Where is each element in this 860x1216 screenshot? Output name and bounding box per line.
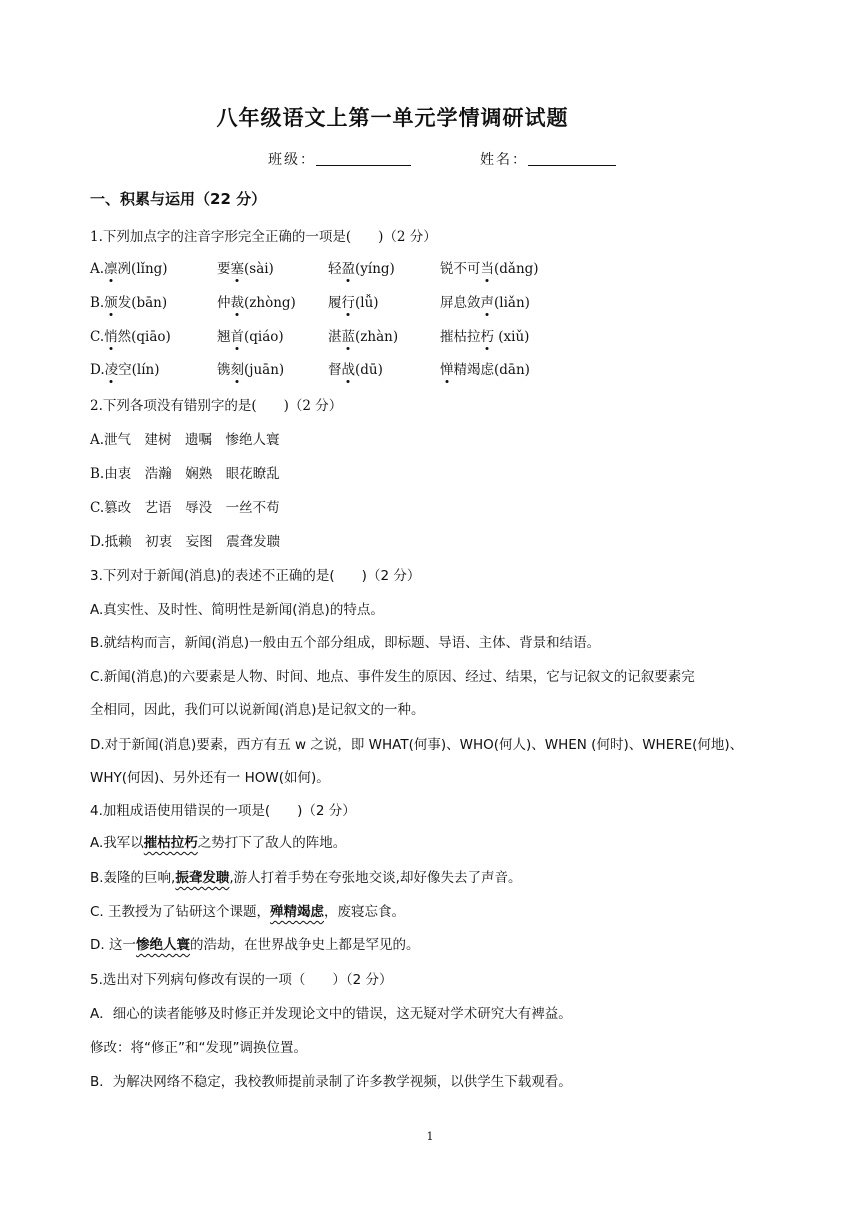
class-blank[interactable] [316, 151, 411, 166]
q4-idiom-a: 摧枯拉朽 [143, 835, 198, 851]
q2-option-a: A.泄气 建树 遗嘱 惨绝人寰 [90, 432, 280, 448]
q4-option-a: A.我军以摧枯拉朽之势打下了敌人的阵地。 [90, 835, 347, 851]
class-field [268, 149, 411, 169]
q1-stem: 1.下列加点字的注音字形完全正确的一项是( )（2 分） [90, 229, 437, 245]
q5-option-a: A．细心的读者能够及时修正并发现论文中的错误，这无疑对学术研究大有裨益。 [90, 1006, 572, 1022]
q2-option-c: C.篡改 艺语 辱没 一丝不苟 [90, 500, 280, 516]
q3-option-a: A.真实性、及时性、简明性是新闻(消息)的特点。 [90, 602, 384, 618]
q3-stem: 3.下列对于新闻(消息)的表述不正确的是( )（2 分） [90, 568, 421, 584]
q5-option-b: B．为解决网络不稳定，我校教师提前录制了许多教学视频，以供学生下载观看。 [90, 1074, 572, 1090]
page-number: 1 [426, 1130, 434, 1143]
q4-option-b: B.轰隆的巨响,振聋发聩,游人打着手势在夸张地交谈,却好像失去了声音。 [90, 870, 522, 886]
q4-idiom-c: 殚精竭虑 [270, 904, 325, 920]
name-label: 姓名： [480, 152, 528, 168]
q5-stem: 5.选出对下列病句修改有误的一项（ ）（2 分） [90, 972, 393, 988]
q2-option-d: D.抵赖 初衷 妄图 震聋发聩 [90, 534, 281, 550]
exam-page: 八年级语文上第一单元学情调研试题 班级： 姓名： 一、积累与运用（22 分） 1.下列加点字的注音字形完全正确的一项是( )（2 分） A.凛冽(lǐng) 要塞(sài) 轻盈(yíng) 锐不可当(dǎng) B.颁发(bān) 仲裁(zhòng) 履行(lǚ) 屏息敛声(liǎn) C.悄然(qiāo) 翘首(qiáo) 湛蓝(zhàn) 摧枯拉朽 (xiǔ) D.凌空(lín) 镌刻(juān) 督战(dū) 惮精竭虑(dān) 2.下列各项没有错别字的是( )（2 分） A.泄气 建树 遗嘱 惨绝人寰 B.由衷 浩瀚 娴熟 眼花瞭乱 C.篡改 艺语 辱没 一丝不苟 D.抵赖 初衷 妄图 震聋发聩 3.下列对于新闻(消息)的表述不正确的是( )（2 分） A.真实性、及时性、简明性是新闻(消息)的特点。 B.就结构而言，新闻(消息)一般由五个部分组成，即标题、导语、主体、背景和结语。 C.新闻(消息)的六要素是人物、时间、地点、事件发生的原因、经过、结果，它与记叙文的记叙要素完 全相同，因此，我们可以说新闻(消息)是记叙文的一种。 D.对于新闻(消息)要素，西方有五 w 之说，即 WHAT(何事)、WHO(何人)、WHEN (何时)、WHERE(何地)、 WHY(何因)、另外还有一 HOW(如何)。 4.加粗成语使用错误的一项是( )（2 分） A.我军以摧枯拉朽之势打下了敌人的阵地。 B.轰隆的巨响,振聋发聩,游人打着手势在夸张地交谈,却好像失去了声音。 C. 王教授为了钻研这个课题，殚精竭虑，废寝忘食。 D. 这一惨绝人寰的浩劫，在世界战争史上都是罕见的。 5.选出对下列病句修改有误的一项（ ）（2 分） A．细心的读者能够及时修正并发现论文中的错误，这无疑对学术研究大有裨益。 修改：将“修正”和“发现”调换位置。 B．为解决网络不稳定，我校教师提前录制了许多教学视频，以供学生下载观看。 1 [0, 0, 860, 1216]
q4-stem: 4.加粗成语使用错误的一项是( )（2 分） [90, 803, 356, 819]
q4-option-c: C. 王教授为了钻研这个课题，殚精竭虑，废寝忘食。 [90, 904, 406, 920]
q4-idiom-b: 振聋发聩 [175, 870, 230, 886]
q3-option-b: B.就结构而言，新闻(消息)一般由五个部分组成，即标题、导语、主体、背景和结语。 [90, 635, 601, 651]
q2-option-b: B.由衷 浩瀚 娴熟 眼花瞭乱 [90, 466, 280, 482]
q4-option-d: D. 这一惨绝人寰的浩劫，在世界战争史上都是罕见的。 [90, 937, 420, 953]
name-field [480, 149, 616, 169]
q3-option-d-line1: D.对于新闻(消息)要素，西方有五 w 之说，即 WHAT(何事)、WHO(何人)、WHEN (何时)、WHERE(何地)、 [90, 737, 744, 753]
q3-option-c-line2: 全相同，因此，我们可以说新闻(消息)是记叙文的一种。 [90, 702, 425, 718]
q2-stem: 2.下列各项没有错别字的是( )（2 分） [90, 398, 343, 414]
q3-option-c-line1: C.新闻(消息)的六要素是人物、时间、地点、事件发生的原因、经过、结果，它与记叙文的记叙要素完 [90, 669, 695, 685]
q4-idiom-d: 惨绝人寰 [135, 937, 190, 953]
name-blank[interactable] [528, 151, 616, 166]
section-heading: 一、积累与运用（22 分） [90, 190, 267, 208]
page-title: 八年级语文上第一单元学情调研试题 [216, 106, 569, 130]
q5-option-a-fix: 修改：将“修正”和“发现”调换位置。 [90, 1040, 307, 1056]
class-label: 班级： [268, 152, 316, 168]
q3-option-d-line2: WHY(何因)、另外还有一 HOW(如何)。 [90, 770, 330, 786]
